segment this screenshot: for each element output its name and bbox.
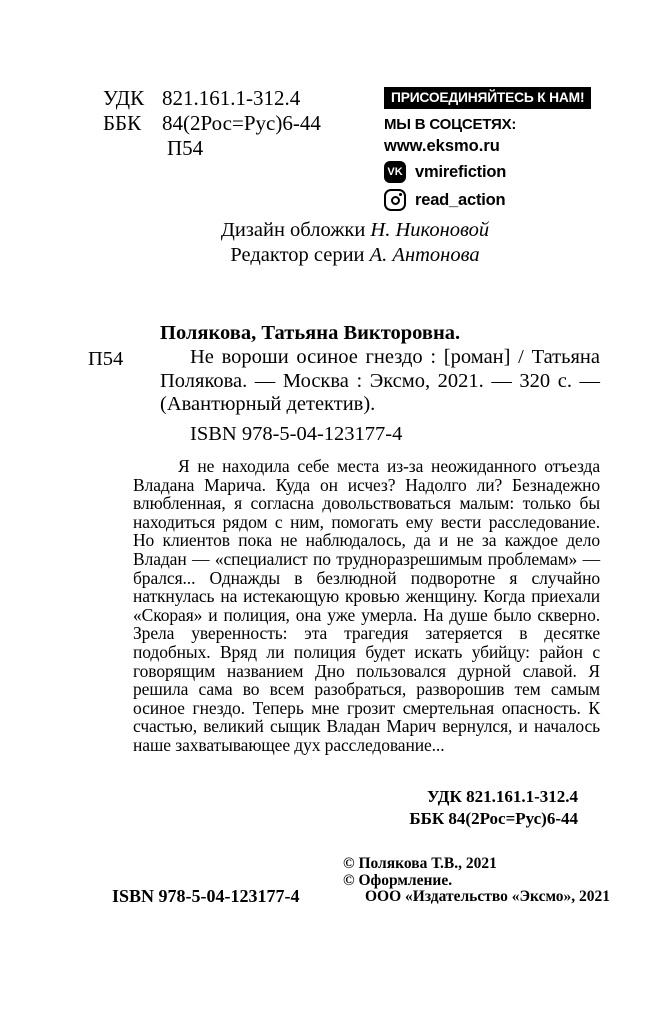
publisher-line: ООО «Издательство «Эксмо», 2021: [365, 888, 611, 905]
vk-icon: VK: [384, 161, 406, 183]
credits-block: [133, 218, 577, 268]
author-sign-top: П54: [167, 136, 204, 160]
card-author-heading: Полякова, Татьяна Викторовна.: [160, 322, 461, 344]
author-sign-card: П54: [88, 348, 124, 370]
card-description: Не вороши осиное гнездо : [роман] / Татьяна Полякова. — Москва : Эксмо, 2021. — 320 с. — (Авантюрный детектив).: [160, 346, 600, 415]
bbk-value: 84(2Рос=Рус)6-44: [162, 111, 321, 135]
series-editor-credit: [133, 243, 577, 268]
isbn-imprint: ISBN 978-5-04-123177-4: [112, 886, 300, 906]
instagram-handle: read_action: [415, 190, 506, 209]
vk-row: [384, 160, 591, 184]
vk-handle: vmirefiction: [415, 162, 507, 181]
bbk-label: ББК: [103, 111, 142, 135]
social-block: [384, 87, 591, 212]
udk-label: УДК: [103, 86, 145, 110]
bbk-bottom: ББК 84(2Рос=Рус)6-44: [409, 809, 578, 828]
join-us-banner: ПРИСОЕДИНЯЙТЕСЬ К НАМ!: [384, 87, 591, 109]
copyright-design: © Оформление.: [343, 871, 453, 889]
catalog-codes-bottom: [409, 786, 578, 830]
udk-value: 821.161.1-312.4: [162, 86, 301, 110]
networks-label: МЫ В СОЦСЕТЯХ:: [384, 116, 517, 133]
instagram-lens: [391, 196, 400, 205]
instagram-icon: [384, 189, 406, 211]
isbn-main: ISBN 978-5-04-123177-4: [190, 423, 403, 445]
copyright-author: © Полякова Т.В., 2021: [343, 855, 497, 872]
annotation-text: Я не находила себе места из-за неожиданного отъезда Владана Марича. Куда он исчез? Надолго ли? Безнадежно влюбленная, я согласна довольствоваться малым: только бы находиться рядом с ним, помогать ему вести расследование. Но клиентов пока не наблюдалось, да и не за каждое дело Владан — «специалист по трудноразрешимым проблемам» — брался... Однажды в безлюдной подворотне я случайно наткнулась на истекающую кровью женщину. Когда приехали «Скорая» и полиция, она уже умерла. На душе было скверно. Зрела уверенность: эта трагедия затеряется в десятке подобных. Вряд ли полиция будет искать убийцу: район с говорящим названием Дно пользовался дурной славой. Я решила сама во всем разобраться, разворошив тем самым осиное гнездо. Теперь мне грозит смертельная опасность. К счастью, великий сыщик Владан Марич вернулся, и началось наше захватывающее дух расследование...: [133, 456, 600, 755]
cover-design-label: Дизайн обложки: [220, 219, 366, 241]
cover-design-credit: [133, 218, 577, 243]
bbk-line: [103, 111, 321, 136]
cover-design-name: Н. Никоновой: [370, 219, 490, 241]
series-editor-label: Редактор серии: [230, 244, 365, 266]
instagram-row: [384, 188, 591, 212]
catalog-codes-top: [103, 86, 321, 161]
copyright-block: [343, 856, 610, 906]
udk-line: [103, 86, 321, 111]
instagram-dot: [399, 193, 402, 196]
udk-bottom: УДК 821.161.1-312.4: [427, 787, 578, 806]
series-editor-name: А. Антонова: [369, 244, 480, 266]
publisher-site-url: www.eksmo.ru: [384, 137, 500, 155]
